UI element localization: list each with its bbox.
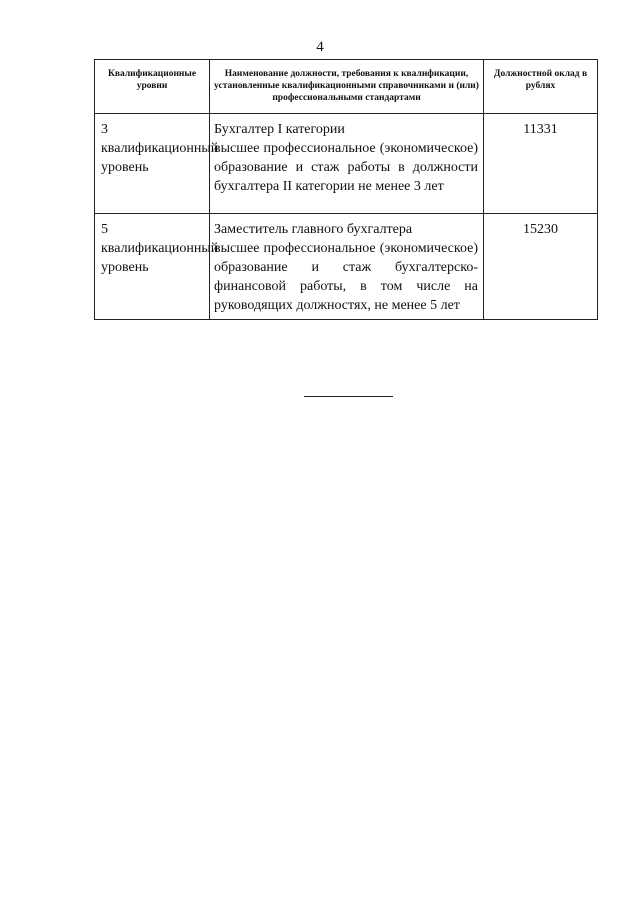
position-requirements: высшее профессиональное (экономическое) образование и стаж работы в должности бухгалтера II категории не менее 3 лет: [214, 141, 478, 194]
position-cell: [210, 214, 484, 320]
end-divider-line: [304, 396, 393, 397]
header-qualification-levels: Квалификационные уровни: [95, 60, 210, 114]
qualification-level-cell: 5 квалификационный уровень: [95, 214, 210, 320]
header-salary: Должностной оклад в рублях: [484, 60, 598, 114]
salary-cell: 15230: [484, 214, 598, 320]
header-position-requirements: Наименование должности, требования к квалификации, установленные квалификационными справочниками и (или) профессиональными стандартами: [210, 60, 484, 114]
position-cell: [210, 114, 484, 214]
page-number: 4: [316, 39, 324, 55]
salary-cell: 11331: [484, 114, 598, 214]
table-row: [95, 214, 598, 320]
position-title: Бухгалтер I категории: [214, 122, 345, 137]
qualification-salary-table: [94, 59, 598, 320]
position-requirements: высшее профессиональное (экономическое) образование и стаж бухгалтерско-финансовой работы, в том числе на руководящих должностях, не менее 5 лет: [214, 241, 478, 313]
table-header-row: [95, 60, 598, 114]
table-row: [95, 114, 598, 214]
position-title: Заместитель главного бухгалтера: [214, 222, 413, 237]
qualification-level-cell: 3 квалификационный уровень: [95, 114, 210, 214]
